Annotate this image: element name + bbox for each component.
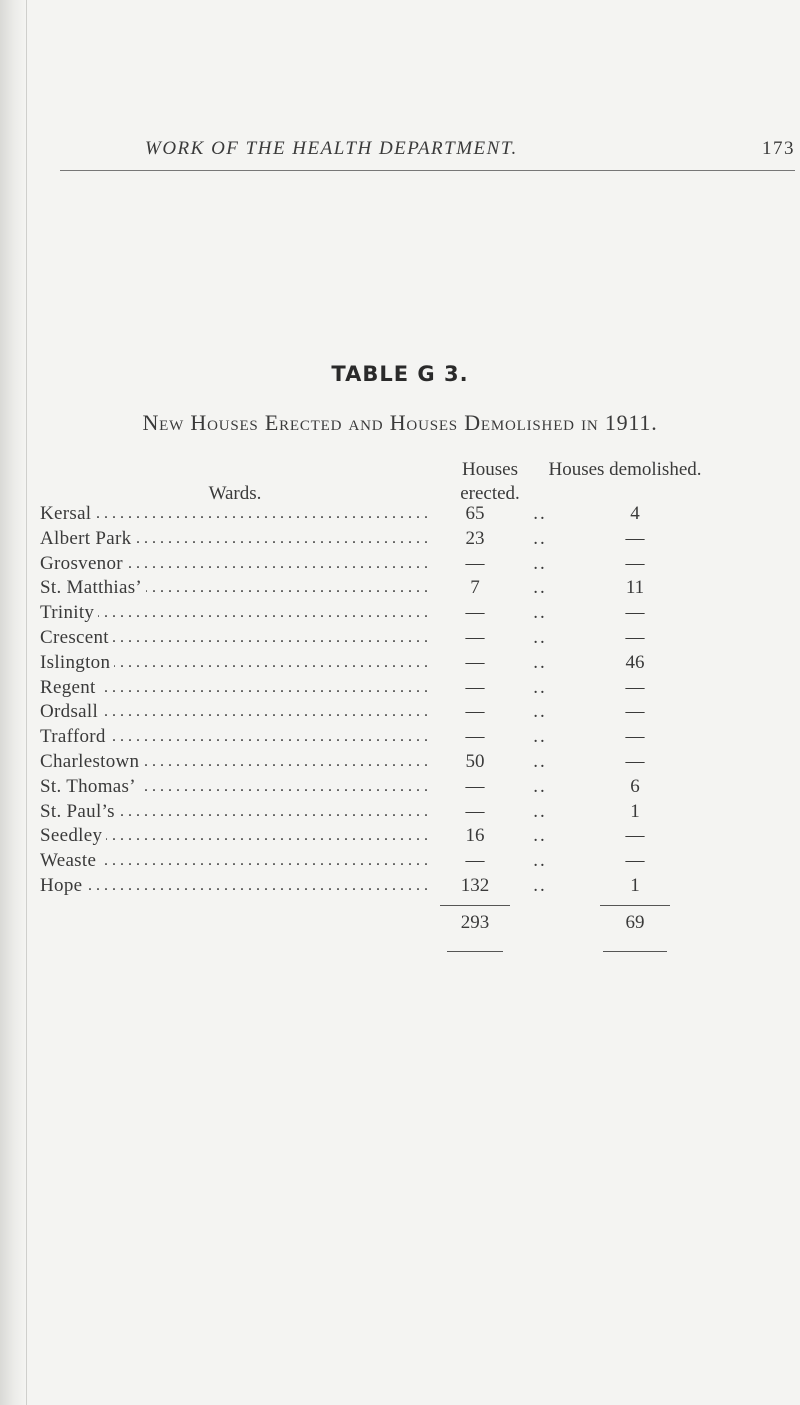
- erected-cell: —: [465, 651, 485, 673]
- separator-dots: ..: [533, 701, 547, 723]
- erected-total-rule-bottom: [447, 951, 503, 952]
- ward-name: Regent: [40, 677, 100, 698]
- demolished-cell: —: [625, 676, 645, 698]
- ward-cell: [40, 626, 440, 651]
- separator-dots: ..: [533, 874, 547, 896]
- separator-dots: ..: [533, 651, 547, 673]
- ward-name: St. Thomas’: [40, 776, 140, 797]
- separator-dots: ..: [533, 527, 547, 549]
- separator-dots: ..: [533, 775, 547, 797]
- table-row: [40, 651, 800, 676]
- ward-name: Charlestown: [40, 751, 143, 772]
- ward-cell: [40, 651, 440, 676]
- erected-cell: 16: [465, 825, 485, 847]
- erected-total-rule-top: [440, 905, 510, 906]
- demolished-cell: 1: [630, 874, 640, 896]
- running-head: [145, 138, 795, 160]
- separator-dots: ..: [533, 602, 547, 624]
- ward-name: Weaste: [40, 850, 100, 871]
- demolished-total-rule-top: [600, 905, 670, 906]
- demolished-cell: —: [625, 626, 645, 648]
- ward-name: Islington: [40, 652, 114, 673]
- separator-dots: ..: [533, 626, 547, 648]
- table-row: [40, 725, 800, 750]
- ward-cell: [40, 552, 440, 577]
- erected-cell: —: [465, 850, 485, 872]
- column-header-wards: Wards.: [208, 483, 262, 504]
- separator-dots: ..: [533, 503, 547, 524]
- ward-cell: [40, 725, 440, 750]
- ward-cell: [40, 502, 440, 527]
- demolished-cell: 1: [630, 800, 640, 822]
- demolished-cell: —: [625, 750, 645, 772]
- table-row: [40, 576, 800, 601]
- demolished-cell: —: [625, 602, 645, 624]
- ward-name: Crescent: [40, 627, 113, 648]
- ward-name: Trinity: [40, 602, 98, 623]
- demolished-cell: 6: [630, 775, 640, 797]
- column-header-demolished: Houses demolished.: [548, 459, 702, 480]
- ward-cell: [40, 849, 440, 874]
- binding-edge: [0, 0, 27, 1405]
- erected-cell: —: [465, 676, 485, 698]
- table-row: [40, 849, 800, 874]
- ward-cell: [40, 775, 440, 800]
- table-row: [40, 676, 800, 701]
- demolished-cell: 46: [625, 651, 645, 673]
- demolished-total: 69: [625, 912, 645, 933]
- separator-dots: ..: [533, 800, 547, 822]
- demolished-cell: 4: [630, 503, 640, 524]
- table-row: [40, 527, 800, 552]
- separator-dots: ..: [533, 577, 547, 599]
- erected-cell: —: [465, 800, 485, 822]
- table-row: [40, 601, 800, 626]
- ward-table: [40, 502, 800, 899]
- table-row: [40, 874, 800, 899]
- ward-cell: [40, 676, 440, 701]
- demolished-cell: —: [625, 701, 645, 723]
- table-row: [40, 800, 800, 825]
- demolished-cell: —: [625, 527, 645, 549]
- table-label: TABLE G 3.: [331, 362, 469, 386]
- ward-name: Seedley: [40, 825, 106, 846]
- erected-cell: 65: [465, 503, 485, 524]
- erected-total: 293: [460, 912, 490, 933]
- ward-cell: [40, 576, 440, 601]
- erected-cell: —: [465, 552, 485, 574]
- page-number: 173: [762, 138, 795, 159]
- demolished-cell: —: [625, 552, 645, 574]
- demolished-cell: —: [625, 850, 645, 872]
- ward-name: Ordsall: [40, 701, 102, 722]
- ward-cell: [40, 750, 440, 775]
- ward-cell: [40, 800, 440, 825]
- separator-dots: ..: [533, 850, 547, 872]
- ward-name: Trafford: [40, 726, 110, 747]
- demolished-cell: 11: [625, 577, 645, 599]
- ward-cell: [40, 700, 440, 725]
- table-title: New Houses Erected and Houses Demolished in 1911.: [142, 410, 658, 435]
- header-rule: [60, 170, 795, 171]
- ward-cell: [40, 824, 440, 849]
- erected-cell: 50: [465, 750, 485, 772]
- separator-dots: ..: [533, 676, 547, 698]
- separator-dots: ..: [533, 825, 547, 847]
- erected-cell: —: [465, 726, 485, 748]
- separator-dots: ..: [533, 726, 547, 748]
- ward-name: St. Paul’s: [40, 801, 119, 822]
- table-row: [40, 552, 800, 577]
- table-row: [40, 700, 800, 725]
- demolished-total-rule-bottom: [603, 951, 667, 952]
- demolished-cell: —: [625, 726, 645, 748]
- separator-dots: ..: [533, 552, 547, 574]
- table-row: [40, 750, 800, 775]
- ward-name: Albert Park: [40, 528, 135, 549]
- table-row: [40, 824, 800, 849]
- demolished-cell: —: [625, 825, 645, 847]
- erected-cell: 132: [460, 874, 490, 896]
- table-row: [40, 775, 800, 800]
- erected-cell: —: [465, 626, 485, 648]
- column-header-erected: Houses erected.: [460, 459, 520, 504]
- separator-dots: ..: [533, 750, 547, 772]
- ward-name: Kersal: [40, 503, 95, 524]
- erected-cell: —: [465, 701, 485, 723]
- table-row: [40, 626, 800, 651]
- ward-name: St. Matthias’: [40, 577, 146, 598]
- erected-cell: —: [465, 602, 485, 624]
- ward-cell: [40, 601, 440, 626]
- ward-cell: [40, 874, 440, 899]
- ward-name: Grosvenor: [40, 553, 127, 574]
- running-head-title: WORK OF THE HEALTH DEPARTMENT.: [145, 138, 518, 159]
- table-row: [40, 502, 800, 527]
- ward-cell: [40, 527, 440, 552]
- ward-name: Hope: [40, 875, 86, 896]
- erected-cell: 23: [465, 527, 485, 549]
- erected-cell: —: [465, 775, 485, 797]
- erected-cell: 7: [470, 577, 480, 599]
